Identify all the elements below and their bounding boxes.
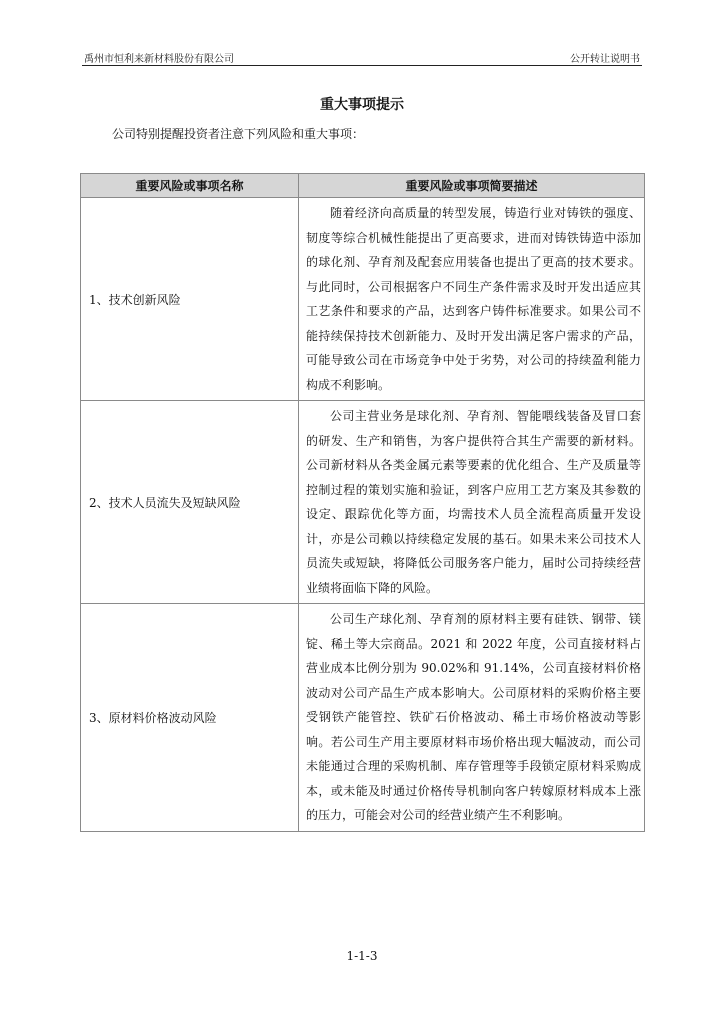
header-company: 禹州市恒利来新材料股份有限公司: [84, 54, 234, 65]
risk-description: [299, 401, 645, 604]
page-header: [82, 47, 642, 66]
table-row: [81, 198, 645, 401]
table-header-row: [81, 174, 645, 198]
risk-description: [299, 198, 645, 401]
column-header-name: 重要风险或事项名称: [81, 174, 299, 198]
column-header-desc: 重要风险或事项简要描述: [299, 174, 645, 198]
table-row: [81, 401, 645, 604]
risk-description-text: 公司生产球化剂、孕育剂的原材料主要有硅铁、钢带、镁锭、稀土等大宗商品。2021 和 2022 年度，公司直接材料占营业成本比例分别为 90.02%和 91.14%，公司直接材料价格波动对公司产品生产成本影响大。公司原材料的采购价格主要受钢铁产能管控、铁矿石价格波动、稀土市场价格波动等影响。若公司生产用主要原材料市场价格出现大幅波动，而公司未能通过合理的采购机制、库存管理等手段锁定原材料采购成本，或未能及时通过价格传导机制向客户转嫁原材料成本上涨的压力，可能会对公司的经营业绩产生不利影响。: [306, 612, 641, 822]
section-title: 重大事项提示: [320, 97, 404, 113]
risk-description: [299, 604, 645, 832]
risk-name: 3、原材料价格波动风险: [81, 604, 299, 832]
risk-description-text: 随着经济向高质量的转型发展，铸造行业对铸铁的强度、韧度等综合机械性能提出了更高要求，进而对铸铁铸造中添加的球化剂、孕育剂及配套应用装备也提出了更高的技术要求。与此同时，公司根据客户不同生产条件需求及时开发出适应其工艺条件和要求的产品，达到客户铸件标准要求。如果公司不能持续保持技术创新能力、及时开发出满足客户需求的产品，可能导致公司在市场竞争中处于劣势，对公司的持续盈利能力构成不利影响。: [306, 206, 641, 392]
risk-table: [80, 173, 645, 832]
intro-text: 公司特别提醒投资者注意下列风险和重大事项：: [112, 127, 365, 141]
page-number: 1-1-3: [346, 949, 378, 963]
risk-name: 1、技术创新风险: [81, 198, 299, 401]
header-doc-type: 公开转让说明书: [570, 54, 640, 65]
risk-name: 2、技术人员流失及短缺风险: [81, 401, 299, 604]
table-row: [81, 604, 645, 832]
risk-description-text: 公司主营业务是球化剂、孕育剂、智能喂线装备及冒口套的研发、生产和销售，为客户提供符合其生产需要的新材料。公司新材料从各类金属元素等要素的优化组合、生产及质量等控制过程的策划实施和验证，到客户应用工艺方案及其参数的设定、跟踪优化等方面，均需技术人员全流程高质量开发设计，亦是公司赖以持续稳定发展的基石。如果未来公司技术人员流失或短缺，将降低公司服务客户能力，届时公司持续经营业绩将面临下降的风险。: [306, 409, 641, 595]
